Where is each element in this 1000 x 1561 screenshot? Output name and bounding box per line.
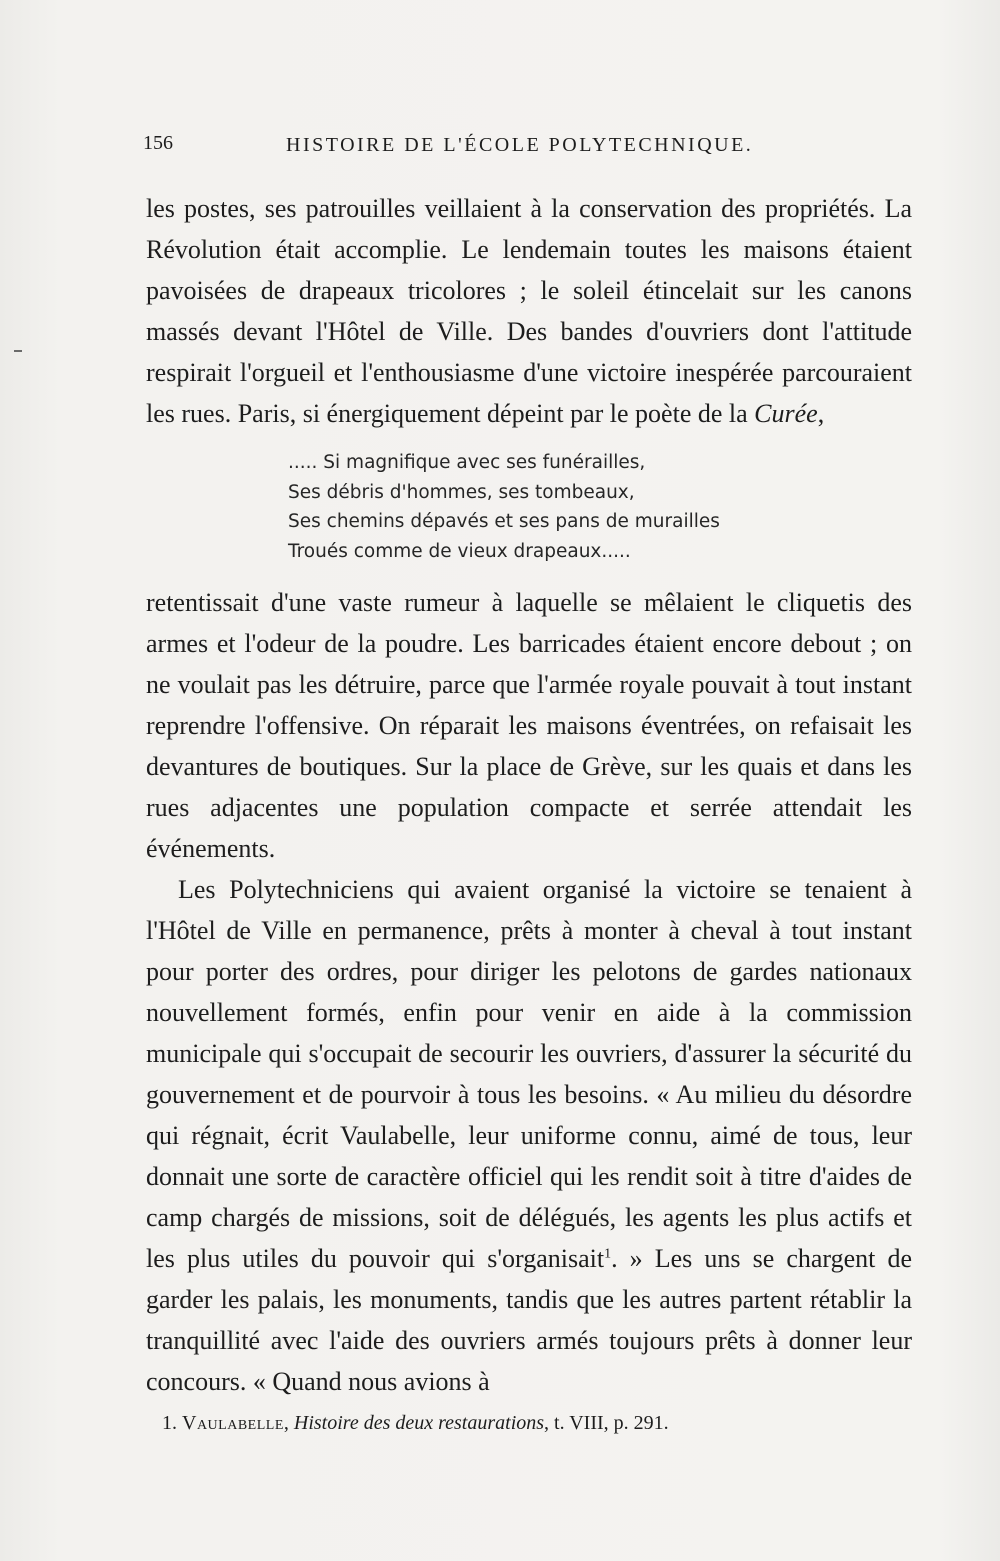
paragraph-1 (146, 188, 912, 434)
body-text (146, 188, 912, 1402)
paragraph-3-text: Les Polytechniciens qui avaient organisé la victoire se tenaient à l'Hôtel de Ville en permanence, prêts à monter à cheval à tout instant pour porter des ordres, pour diriger les pelotons de gardes nationaux nouvellement formés, enfin pour venir en aide à la commission municipale qui s'occupait de secourir les ouvriers, d'assurer la sécurité du gouvernement et de pourvoir à tous les besoins. « Au milieu du désordre qui régnait, écrit Vaulabelle, leur uniforme connu, aimé de tous, leur donnait une sorte de caractère officiel qui les rendit soit à titre d'aides de camp chargés de missions, soit de délégués, les agents les plus actifs et les plus utiles du pouvoir qui s'organisait (146, 875, 912, 1273)
running-title: HISTOIRE DE L'ÉCOLE POLYTECHNIQUE. (286, 134, 754, 156)
page-header (140, 132, 920, 166)
paragraph-1-text: les postes, ses patrouilles veillaient à la conservation des propriétés. La Révolution était accomplie. Le lendemain toutes les maisons étaient pavoisées de drapeaux tricolores ; le soleil étincelait sur les canons massés devant l'Hôtel de Ville. Des bandes d'ouvriers dont l'attitude respirait l'orgueil et l'enthousiasme d'une victoire inespérée parcouraient les rues. Paris, si énergiquement dépeint par le poète de la (146, 194, 912, 428)
paragraph-2: retentissait d'une vaste rumeur à laquelle se mêlaient le cliquetis des armes et l'odeur de la poudre. Les barricades étaient encore debout ; on ne voulait pas les détruire, parce que l'armée royale pouvait à tout instant reprendre l'offensive. On réparait les maisons éventrées, on refaisait les devantures de boutiques. Sur la place de Grève, sur les quais et dans les rues adjacentes une population compacte et serrée attendait les événements. (146, 588, 912, 863)
footnote-author: Vaulabelle (182, 1412, 284, 1434)
footnote-number: 1. (162, 1412, 177, 1434)
footnote-reference-detail: , t. VIII, p. 291. (544, 1412, 669, 1434)
verse-quotation (288, 448, 912, 566)
paragraph-3 (146, 869, 912, 1402)
verse-line: Ses débris d'hommes, ses tombeaux, (288, 481, 635, 503)
footnote-title: Histoire des deux restaurations (293, 1412, 545, 1434)
verse-line: ..... Si magnifique avec ses funérailles, (288, 452, 646, 473)
paragraph-3-end: . » Les uns se chargent de garder les palais, les monuments, tandis que les autres partent rétablir la tranquillité avec l'aide des ouvriers armés toujours prêts à donner leur concours. « Quand nous avions à (146, 1244, 912, 1396)
page-number: 156 (143, 132, 173, 154)
footnote: 1. Vaulabelle, Histoire des deux restaurations, t. VIII, p. 291. (162, 1412, 669, 1434)
work-title-curee: Curée (754, 399, 818, 428)
margin-mark (14, 350, 22, 352)
verse-line: Ses chemins dépavés et ses pans de murailles (288, 511, 720, 532)
paragraph-1-end: , (817, 399, 825, 428)
verse-line: Troués comme de vieux drapeaux..... (288, 540, 631, 562)
footnote-reference: 1 (604, 1246, 612, 1262)
